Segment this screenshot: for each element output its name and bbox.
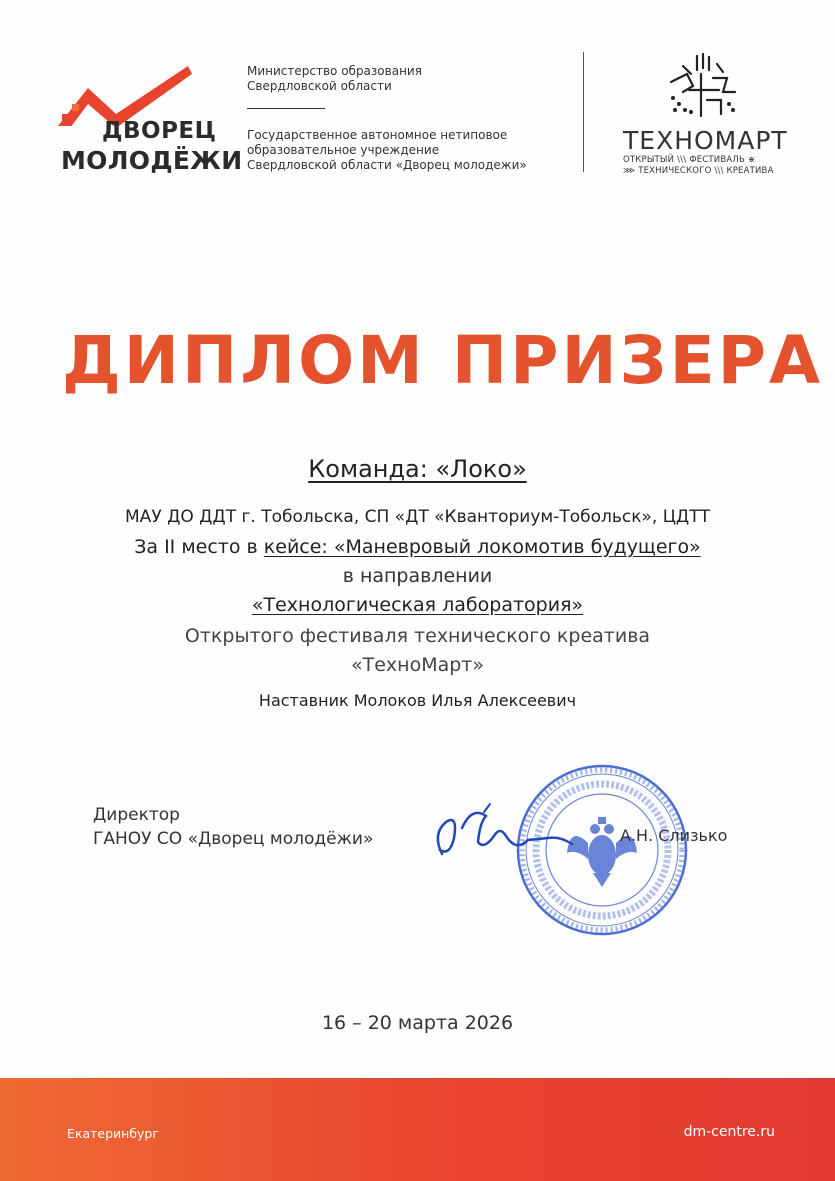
direction-name: «Технологическая лаборатория» [251,594,584,616]
header-separator [247,108,325,109]
ministry-line: Министерство образования [247,64,422,78]
institution-line: Государственное автономное нетиповое [247,128,508,142]
festival-line-1: Открытого фестиваля технического креатива [184,625,651,647]
direction [0,594,835,616]
team-name [0,455,835,483]
festival-line-2: «ТехноМарт» [351,654,484,676]
header-vertical-divider [583,52,584,172]
institution-line: образовательное учреждение [247,143,440,157]
director-line-2: ГАНОУ СО «Дворец молодёжи» [93,829,374,849]
director-position [93,803,373,851]
case-name: кейсе: «Маневровый локомотив будущего» [263,536,701,558]
direction-intro: в направлении [342,565,493,587]
event-date: 16 – 20 марта 2026 [321,1012,514,1034]
place-prefix: За II место в [134,536,264,558]
place-line [0,536,835,558]
logo-line-2: МОЛОДЁЖИ [61,146,243,175]
technomart-subtitle-1: ОТКРЫТЫЙ \\\ ФЕСТИВАЛЬ ⋇ [623,155,756,165]
director-line-1: Директор [93,805,180,825]
organization: МАУ ДО ДДТ г. Тобольска, СП «ДТ «Кванториум-Тобольск», ЦДТТ [125,507,710,527]
institution-text [247,128,527,173]
signer-name: А.Н. Слизько [620,826,728,845]
technomart-mark-icon [663,52,743,122]
team-name-text: Команда: «Локо» [308,455,527,483]
mentor: Наставник Молоков Илья Алексеевич [258,691,577,710]
ministry-line: Свердловской области [247,79,392,93]
technomart-logo [615,52,795,177]
footer-website-link[interactable]: dm-centre.ru [683,1124,775,1140]
logo-mark-icon [58,66,208,126]
technomart-subtitle-2: ⋙ ТЕХНИЧЕСКОГО \\\ КРЕАТИВА [623,166,774,176]
logo-line-1: ДВОРЕЦ [102,118,217,144]
institution-line: Свердловской области «Дворец молодежи» [247,158,527,172]
technomart-name: ТЕХНОМАРТ [623,126,788,155]
diploma-title: ДИПЛОМ ПРИЗЕРА [62,322,824,399]
footer-city: Екатеринбург [67,1126,159,1141]
ministry-text [247,64,422,94]
director-signature [428,792,578,872]
dvorets-molodezhi-logo [58,66,243,178]
